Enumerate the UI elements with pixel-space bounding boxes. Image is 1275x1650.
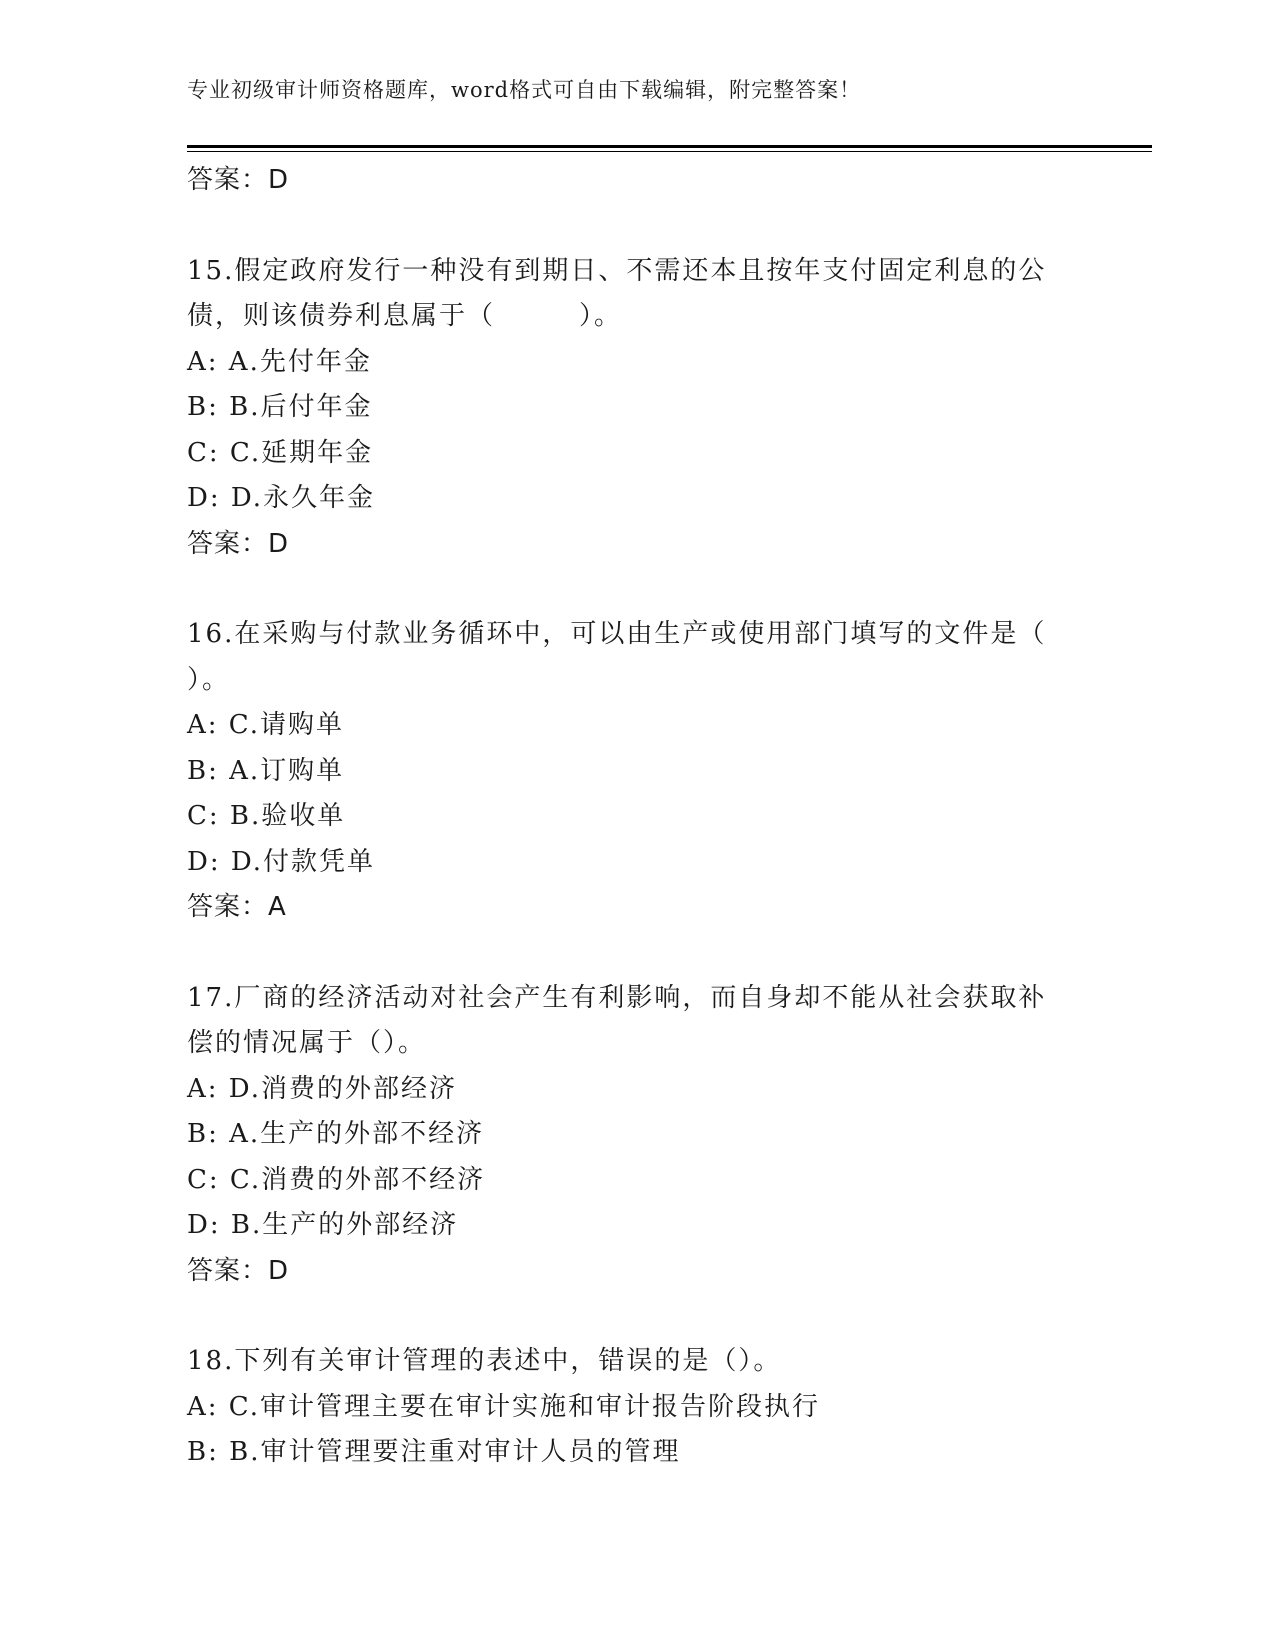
question-18 (187, 1339, 1087, 1476)
option-d: D: D.付款凭单 (187, 846, 376, 877)
option-d: D: D.永久年金 (187, 483, 376, 513)
option-b: B: B.后付年金 (187, 392, 373, 422)
question-stem: 债，则该债券利息属于（ ）。 (187, 301, 623, 331)
option-c: C: B.验收单 (187, 801, 346, 831)
question-15 (187, 249, 1087, 568)
option-a: A: A.先付年金 (187, 346, 372, 377)
question-stem: 16.在采购与付款业务循环中，可以由生产或使用部门填写的文件是（ (187, 619, 1047, 649)
option-c: C: C.消费的外部不经济 (187, 1164, 486, 1195)
page-header: 专业初级审计师资格题库，word格式可自由下载编辑，附完整答案！ (187, 78, 862, 102)
answer-line: 答案：D (187, 1255, 290, 1286)
option-a: A: C.请购单 (187, 710, 345, 740)
question-stem: 偿的情况属于（）。 (187, 1028, 427, 1058)
question-stem: 17.厂商的经济活动对社会产生有利影响，而自身却不能从社会获取补 (187, 982, 1047, 1013)
option-d: D: B.生产的外部经济 (187, 1210, 459, 1240)
answer-line: 答案：D (187, 165, 290, 195)
header-rule-thin (187, 151, 1152, 152)
answer-line: 答案：D (187, 528, 290, 559)
question-stem: ）。 (187, 664, 231, 695)
question-list (187, 158, 1087, 1476)
answer-line: 答案：A (187, 892, 287, 922)
question-16 (187, 612, 1087, 931)
option-b: B: A.订购单 (187, 755, 345, 786)
question-17 (187, 976, 1087, 1295)
question-stem: 15.假定政府发行一种没有到期日、不需还本且按年支付固定利息的公 (187, 255, 1047, 286)
option-a: A: D.消费的外部经济 (187, 1073, 457, 1104)
header-rule-thick (187, 145, 1152, 148)
option-b: B: A.生产的外部不经济 (187, 1119, 485, 1149)
question-stem: 18.下列有关审计管理的表述中，错误的是（）。 (187, 1346, 782, 1376)
option-a: A: C.审计管理主要在审计实施和审计报告阶段执行 (187, 1391, 821, 1422)
option-b: B: B.审计管理要注重对审计人员的管理 (187, 1437, 681, 1467)
option-c: C: C.延期年金 (187, 437, 374, 468)
